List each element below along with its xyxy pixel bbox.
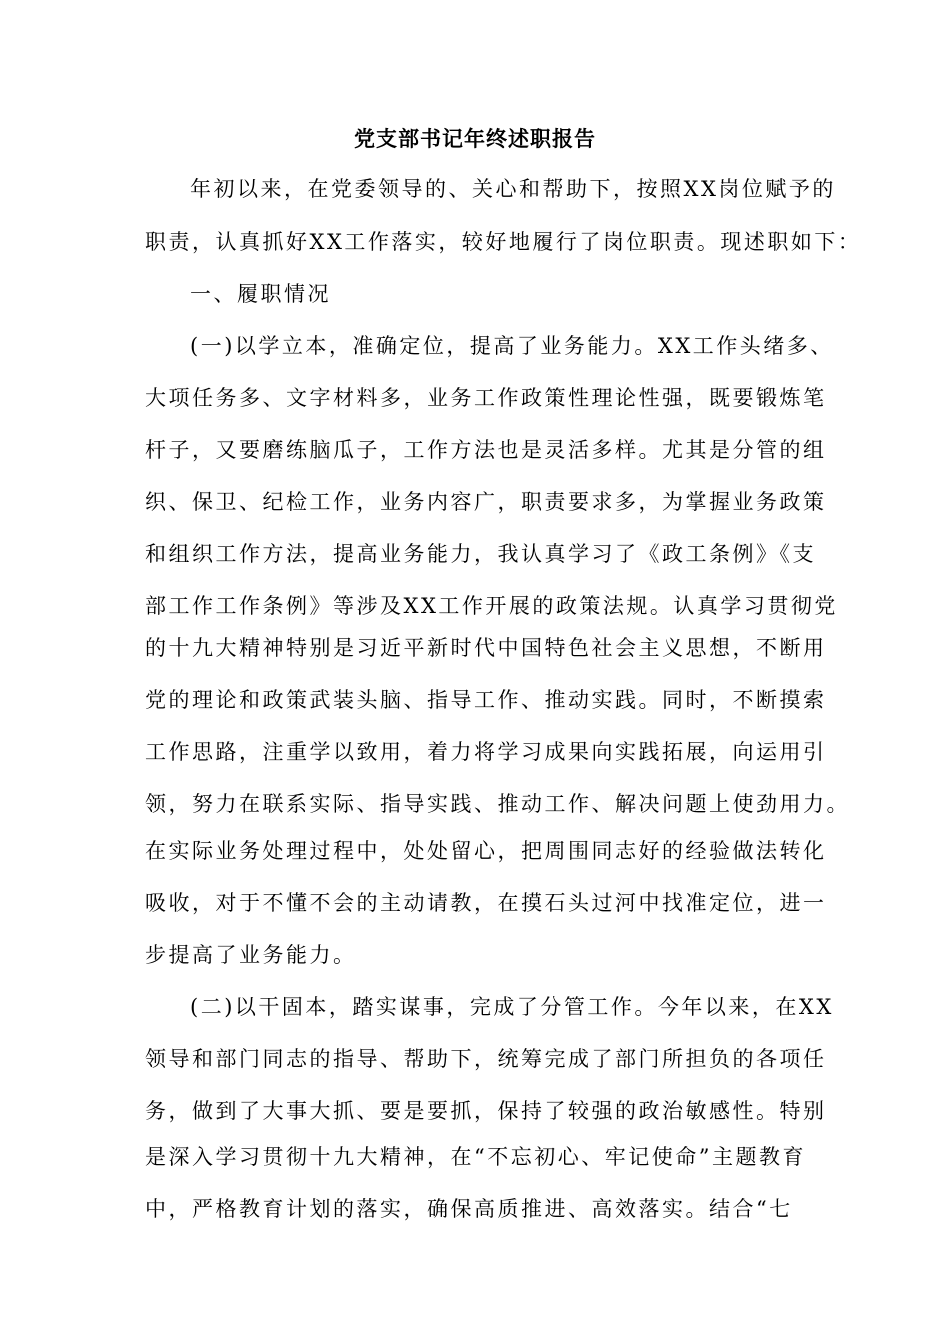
paragraph-line: 步提高了业务能力。 — [145, 943, 357, 967]
paragraph-line: 党的理论和政策武装头脑、指导工作、推动实践。同时，不断摸索 — [145, 688, 827, 712]
paragraph-line: 务，做到了大事大抓、要是要抓，保持了较强的政治敏感性。特别 — [145, 1099, 827, 1123]
paragraph-line: 工作思路，注重学以致用，着力将学习成果向实践拓展，向运用引 — [145, 740, 827, 764]
paragraph-line: 织、保卫、纪检工作，业务内容广，职责要求多，为掌握业务政策 — [145, 490, 827, 514]
paragraph-line: 领，努力在联系实际、指导实践、推动工作、解决问题上使劲用力。 — [145, 792, 850, 816]
paragraph-line: 中，严格教育计划的落实，确保高质推进、高效落实。结合“七 — [145, 1197, 793, 1221]
paragraph-line: 部工作工作条例》等涉及XX工作开展的政策法规。认真学习贯彻党 — [145, 594, 838, 618]
paragraph-line: 杆子，又要磨练脑瓜子，工作方法也是灵活多样。尤其是分管的组 — [145, 438, 827, 462]
paragraph-line: 职责，认真抓好XX工作落实，较好地履行了岗位职责。现述职如下： — [145, 230, 862, 254]
section-heading: 一、履职情况 — [190, 282, 331, 306]
paragraph-line: 吸收，对于不懂不会的主动请教，在摸石头过河中找准定位，进一 — [145, 891, 827, 915]
paragraph-line: (一)以学立本，准确定位，提高了业务能力。XX工作头绪多、 — [190, 334, 834, 358]
paragraph-line: 年初以来，在党委领导的、关心和帮助下，按照XX岗位赋予的 — [190, 177, 836, 201]
paragraph-line: 大项任务多、文字材料多，业务工作政策性理论性强，既要锻炼笔 — [145, 386, 827, 410]
paragraph-line: 领导和部门同志的指导、帮助下，统筹完成了部门所担负的各项任 — [145, 1047, 827, 1071]
paragraph-line: (二)以干固本，踏实谋事，完成了分管工作。今年以来，在XX — [190, 995, 834, 1019]
paragraph-line: 的十九大精神特别是习近平新时代中国特色社会主义思想，不断用 — [145, 636, 827, 660]
paragraph-line: 是深入学习贯彻十九大精神，在“不忘初心、牢记使命”主题教育 — [145, 1145, 806, 1169]
document-title: 党支部书记年终述职报告 — [354, 126, 596, 151]
paragraph-line: 和组织工作方法，提高业务能力，我认真学习了《政工条例》《支 — [145, 542, 816, 566]
paragraph-line: 在实际业务处理过程中，处处留心，把周围同志好的经验做法转化 — [145, 839, 827, 863]
